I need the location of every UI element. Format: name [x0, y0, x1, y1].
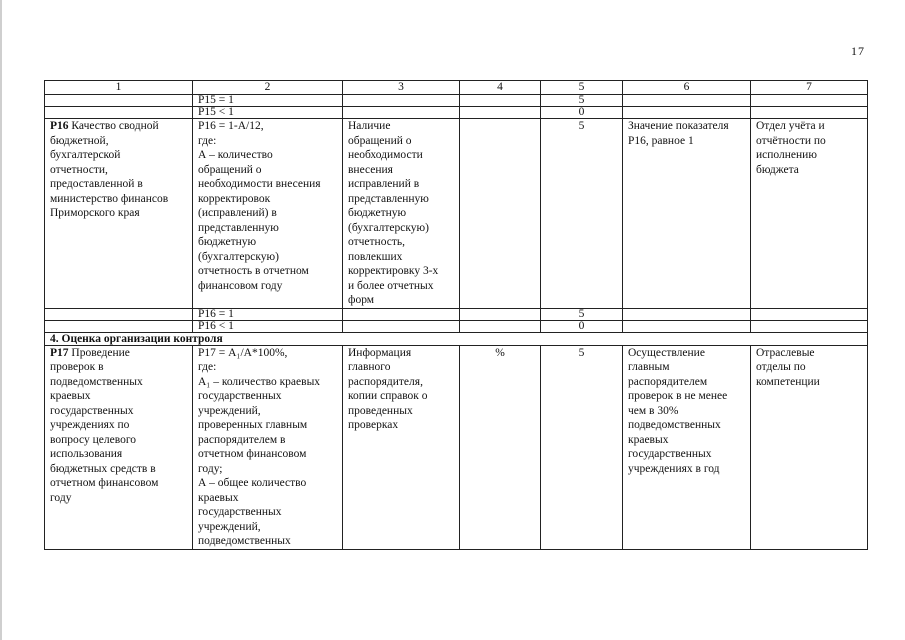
target-cell: Значение показателя Р16, равное 1: [623, 119, 751, 309]
column-header: 4: [460, 81, 541, 95]
source-cell: Информация главного распорядителя, копии справок о проведенных проверках: [343, 345, 460, 549]
score-cell: 5: [541, 345, 623, 549]
score-cell: 5: [541, 95, 623, 107]
formula-cell: Р16 = 1: [193, 308, 343, 320]
unit-cell: %: [460, 345, 541, 549]
indicator-table: [44, 80, 868, 550]
indicator-code: Р16: [50, 120, 69, 132]
indicator-code: Р17: [50, 346, 69, 359]
table-row: [45, 320, 868, 332]
column-header: 3: [343, 81, 460, 95]
section-title: 4. Оценка организации контроля: [45, 332, 868, 345]
indicator-name-cell: [45, 119, 193, 309]
column-header: 2: [193, 81, 343, 95]
page-number: 17: [851, 44, 865, 58]
indicator-name-cell: [45, 345, 193, 549]
column-header: 7: [751, 81, 868, 95]
indicator-name: Качество сводной бюджетной, бухгалтерской отчетности, предоставленной в министерство финансов Приморского края: [50, 120, 169, 219]
score-cell: 5: [541, 119, 623, 309]
formula-cell: Р16 = 1-А/12, где: А – количество обращений о необходимости внесения корректировок (исправлений) в представленную бюджетную (бухгалтерскую) отчетность в отчетном финансовом году: [193, 119, 343, 309]
indicator-name: Проведение проверок в подведомственных краевых государственных учреждениях по вопросу целевого использования бюджетных средств в отчетном финансовом году: [50, 346, 159, 504]
responsible-cell: Отдел учёта и отчётности по исполнению бюджета: [751, 119, 868, 309]
formula-cell: Р17 = А₁/А*100%, где: А₁ – количество краевых государственных учреждений, проверенных главным распорядителем в отчетном финансовом году; А – общее количество краевых государственных учреждений, подведомственных: [193, 345, 343, 549]
column-header: 5: [541, 81, 623, 95]
table-row-p16: [45, 119, 868, 309]
source-cell: Наличие обращений о необходимости внесения исправлений в представленную бюджетную (бухгалтерскую) отчетность, повлекших корректировку 3-х и более отчетных форм: [343, 119, 460, 309]
formula-cell: Р15 = 1: [193, 95, 343, 107]
column-header: 1: [45, 81, 193, 95]
table-row-p17: [45, 345, 868, 549]
formula-cell: Р16 < 1: [193, 320, 343, 332]
table-row: [45, 308, 868, 320]
section-header-row: [45, 332, 868, 345]
unit-cell: [460, 119, 541, 309]
score-cell: 0: [541, 320, 623, 332]
table-row: [45, 95, 868, 107]
score-cell: 0: [541, 107, 623, 119]
column-header-row: [45, 81, 868, 95]
score-cell: 5: [541, 308, 623, 320]
column-header: 6: [623, 81, 751, 95]
target-cell: Осуществление главным распорядителем проверок в не менее чем в 30% подведомственных краевых государственных учреждениях в год: [623, 345, 751, 549]
table-row: [45, 107, 868, 119]
scan-left-edge: [0, 0, 2, 640]
formula-cell: Р15 < 1: [193, 107, 343, 119]
responsible-cell: Отраслевые отделы по компетенции: [751, 345, 868, 549]
